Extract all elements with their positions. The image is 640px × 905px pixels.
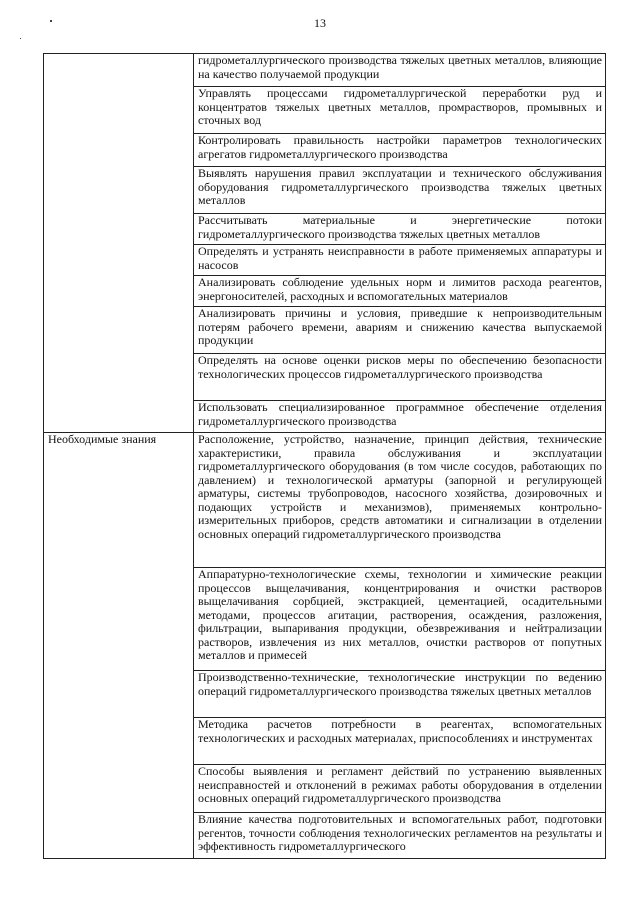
table-row — [44, 433, 606, 568]
skill-item: Анализировать причины и условия, приведшие к непроизводительным потерям рабочего времени, авариям и снижению качества выпускаемой продукции — [194, 307, 606, 354]
knowledge-item: Способы выявления и регламент действий по устранению выявленных неисправностей и отклонений в режимах работы оборудования в отделении основных операций гидрометаллургического производства — [194, 765, 606, 813]
knowledge-item: Методика расчетов потребности в реагентах, вспомогательных технологических и расходных материалах, приспособлениях и инструментах — [194, 718, 606, 765]
skill-item: Определять на основе оценки рисков меры по обеспечению безопасности технологических процессов гидрометаллургического производства — [194, 354, 606, 401]
knowledge-item: Аппаратурно-технологические схемы, технологии и химические реакции процессов выщелачивания, концентрирования и очистки растворов выщелачивания сорбцией, экстракцией, цементацией, осадительными методами, процессов агитации, растворения, осаждения, разложения, фильтрации, выпаривания продукции, обезвреживания и нейтрализации растворов, извлечения из них металлов, очистки растворов от попутных металлов и примесей — [194, 568, 606, 671]
scan-speck — [20, 38, 21, 39]
skill-item: Рассчитывать материальные и энергетические потоки гидрометаллургического производства тяжелых цветных металлов — [194, 214, 606, 245]
skill-item: Выявлять нарушения правил эксплуатации и технического обслуживания оборудования гидрометаллургического производства тяжелых цветных металлов — [194, 167, 606, 214]
knowledge-item: Расположение, устройство, назначение, принцип действия, технические характеристики, правила обслуживания и эксплуатации гидрометаллургического оборудования (в том числе сосудов, работающих по давлением) и технологической арматуры (запорной и регулирующей арматуры, системы трубопроводов, насосного хозяйства, дозировочных и подающих устройств и механизмов), применяемых контрольно-измерительных приборов, средств автоматики и сигнализации в отделении основных операций гидрометаллургического производства — [194, 433, 606, 568]
knowledge-label-cell — [44, 433, 194, 859]
knowledge-item: Влияние качества подготовительных и вспомогательных работ, подготовки регентов, точности соблюдения технологических регламентов на результаты и эффективность гидрометаллургического — [194, 813, 606, 859]
skill-item: Использовать специализированное программное обеспечение отделения гидрометаллургического производства — [194, 401, 606, 433]
skill-item: Контролировать правильность настройки параметров технологических агрегатов гидрометаллургического производства — [194, 134, 606, 167]
skill-item: гидрометаллургического производства тяжелых цветных металлов, влияющие на качество получаемой продукции — [194, 54, 606, 87]
table-row — [44, 54, 606, 87]
page-number: 13 — [314, 16, 326, 30]
scan-speck — [50, 20, 52, 22]
knowledge-item: Производственно-технические, технологические инструкции по ведению операций гидрометаллургического производства тяжелых цветных металлов — [194, 671, 606, 718]
competency-table — [43, 53, 606, 859]
skills-label-cell — [44, 54, 194, 433]
skill-item: Определять и устранять неисправности в работе применяемых аппаратуры и насосов — [194, 245, 606, 276]
skill-item: Управлять процессами гидрометаллургической переработки руд и концентратов тяжелых цветных металлов, промрастворов, промывных и сточных вод — [194, 87, 606, 134]
knowledge-label: Необходимые знания — [48, 432, 157, 446]
skill-item: Анализировать соблюдение удельных норм и лимитов расхода реагентов, энергоносителей, расходных и вспомогательных материалов — [194, 276, 606, 307]
